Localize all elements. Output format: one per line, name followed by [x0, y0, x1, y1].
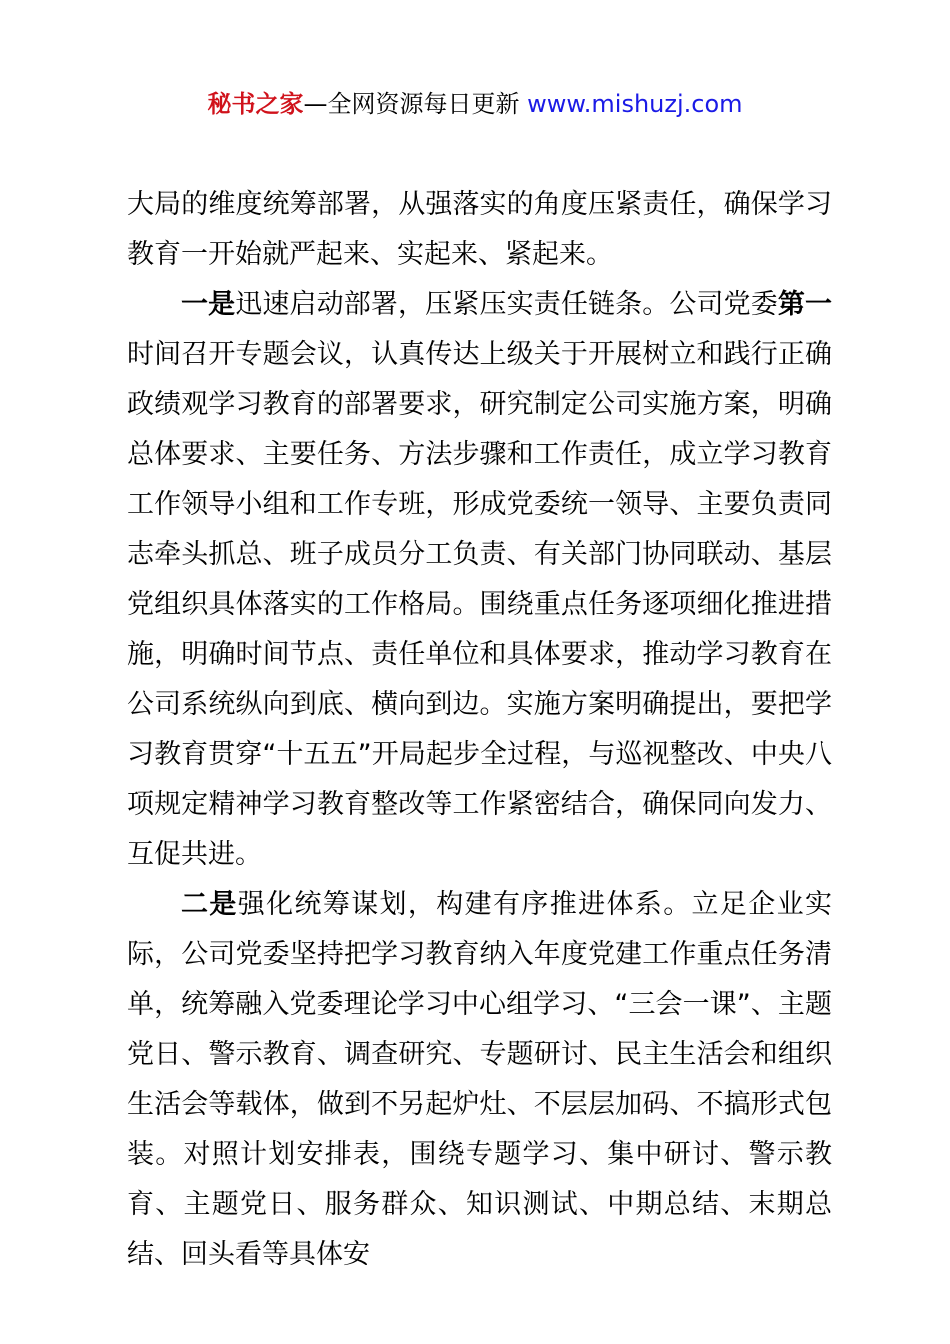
- paragraph-text: 强化统筹谋划，构建有序推进体系。立足企业实际，公司党委坚持把学习教育纳入年度党建工作重点任务清单，统筹融入党委理论学习中心组学习、“三会一课”、主题党日、警示教育、调查研究、专题研讨、民主生活会和组织生活会等载体，做到不另起炉灶、不层层加码、不搞形式包装。对照计划安排表，围绕专题学习、集中研讨、警示教育、主题党日、服务群众、知识测试、中期总结、末期总结、回头看等具体安: [127, 889, 833, 1270]
- site-tagline: —全网资源每日更新: [303, 90, 528, 118]
- site-brand: 秘书之家: [207, 90, 304, 118]
- paragraph-point-two: [127, 880, 832, 1280]
- site-header: [0, 84, 950, 124]
- paragraph-text: 时间召开专题会议，认真传达上级关于开展树立和践行正确政绩观学习教育的部署要求，研究制定公司实施方案，明确总体要求、主要任务、方法步骤和工作责任，成立学习教育工作领导小组和工作专班，形成党委统一领导、主要负责同志牵头抓总、班子成员分工负责、有关部门协同联动、基层党组织具体落实的工作格局。围绕重点任务逐项细化推进措施，明确时间节点、责任单位和具体要求，推动学习教育在公司系统纵向到底、横向到边。实施方案明确提出，要把学习教育贯穿“十五五”开局起步全过程，与巡视整改、中央八项规定精神学习教育整改等工作紧密结合，确保同向发力、互促共进。: [127, 339, 832, 870]
- site-url-link[interactable]: www.mishuzj.com: [527, 90, 743, 118]
- paragraph-text: 大局的维度统筹部署，从强落实的角度压紧责任，确保学习教育一开始就严起来、实起来、紧起来。: [127, 189, 832, 270]
- paragraph-lead: 二是: [181, 889, 238, 920]
- document-body: [127, 180, 832, 1280]
- paragraph-lead: 一是: [181, 289, 236, 320]
- paragraph-continuation: [127, 180, 832, 280]
- paragraph-point-one: [127, 280, 832, 880]
- paragraph-text: 迅速启动部署，压紧压实责任链条。公司党委: [235, 289, 778, 320]
- paragraph-bold-inline: 第一: [777, 289, 833, 320]
